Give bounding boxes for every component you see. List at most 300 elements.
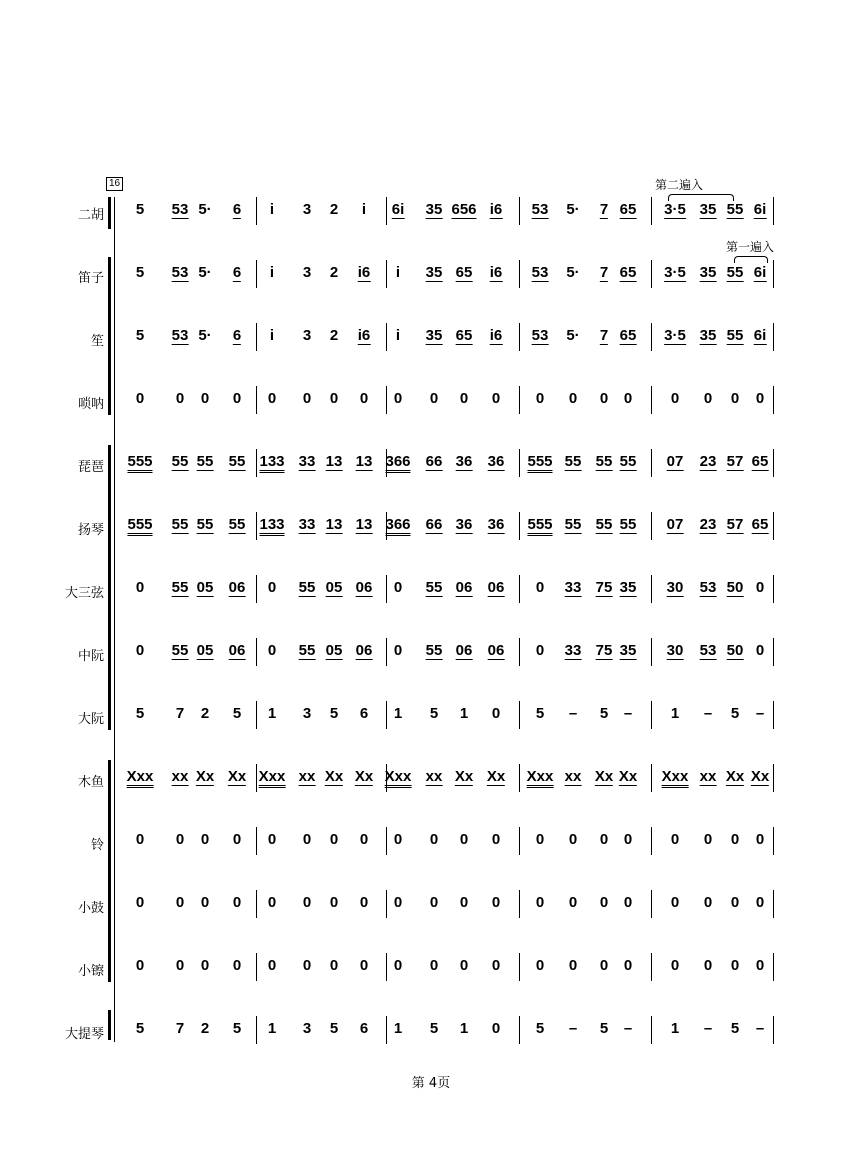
note-group: xx [564,768,582,785]
barline [651,323,652,351]
note-group: 0 [703,831,713,848]
note-group: – [568,705,578,722]
note-group: 36 [487,453,505,470]
note-group: 55 [726,201,744,218]
note-group: 57 [726,453,744,470]
note-group: 0 [135,390,145,407]
note-group: Xxx [385,768,412,788]
note-group: 555 [127,453,152,473]
note-group: 13 [355,453,373,470]
note-group: 1 [459,1020,469,1037]
note-group: 5· [566,201,580,218]
note-group: 55 [196,516,214,533]
note-group: 0 [459,390,469,407]
note-group: i6 [489,201,503,218]
note-group: 1 [393,1020,403,1037]
tie-arc [668,194,734,201]
note-group: 06 [487,579,505,596]
note-group: 53 [171,201,189,218]
note-group: 1 [670,1020,680,1037]
note-group: – [703,705,713,722]
barline [651,701,652,729]
note-group: 0 [568,390,578,407]
note-group: 06 [487,642,505,659]
note-group: 0 [200,390,210,407]
note-group: 5 [429,1020,439,1037]
barline [256,512,257,540]
note-group: 53 [699,642,717,659]
system-line [114,197,115,1042]
note-group: 0 [599,894,609,911]
note-group: 0 [232,390,242,407]
barline [773,386,774,414]
note-group: 0 [135,831,145,848]
note-group: 0 [267,642,277,659]
instrument-label: 大三弦 [64,586,104,601]
barline [773,323,774,351]
note-group: 0 [535,957,545,974]
note-group: 0 [302,957,312,974]
note-group: 6 [232,264,242,281]
note-group: 3·5 [664,327,686,344]
note-group: 33 [564,642,582,659]
barline [773,638,774,666]
note-group: 6 [359,1020,369,1037]
note-group: 6i [753,264,767,281]
note-group: 53 [171,264,189,281]
note-group: 0 [359,831,369,848]
note-group: 53 [171,327,189,344]
barline [256,323,257,351]
note-group: 55 [298,579,316,596]
note-group: 0 [359,390,369,407]
note-group: 5 [329,705,339,722]
note-group: 0 [329,894,339,911]
barline [519,449,520,477]
note-group: 5· [198,201,212,218]
note-group: 0 [135,642,145,659]
note-group: 0 [302,894,312,911]
note-group: 55 [196,453,214,470]
note-group: 55 [619,516,637,533]
note-group: 0 [703,390,713,407]
group-bracket-winds [108,257,111,415]
note-group: 30 [666,579,684,596]
note-group: 5 [429,705,439,722]
note-group: 53 [531,201,549,218]
note-group: 0 [670,390,680,407]
note-group: 0 [730,894,740,911]
page-footer: 第 4页 [411,1076,451,1091]
barline [773,890,774,918]
note-group: 0 [175,390,185,407]
barline [256,575,257,603]
barline [651,890,652,918]
note-group: 5· [566,327,580,344]
barline [386,197,387,225]
note-group: 0 [200,894,210,911]
note-group: 3 [302,327,312,344]
note-group: 53 [531,264,549,281]
note-group: 1 [393,705,403,722]
barline [651,449,652,477]
note-group: 65 [455,264,473,281]
note-group: 0 [535,579,545,596]
note-group: 0 [359,957,369,974]
note-group: 555 [527,453,552,473]
barline [519,953,520,981]
note-group: i [395,264,401,281]
note-group: 13 [355,516,373,533]
note-group: xx [298,768,316,785]
note-group: 55 [298,642,316,659]
note-group: 0 [623,894,633,911]
note-group: 35 [619,579,637,596]
note-group: 55 [619,453,637,470]
note-group: 55 [425,579,443,596]
note-group: 6i [391,201,405,218]
barline [519,512,520,540]
instrument-label: 唢呐 [77,397,104,412]
note-group: 33 [298,516,316,533]
note-group: 5 [232,705,242,722]
note-group: 06 [228,642,246,659]
note-group: Xxx [127,768,154,788]
note-group: 0 [755,957,765,974]
note-group: Xx [195,768,215,785]
barline [256,197,257,225]
instrument-label: 二胡 [77,208,104,223]
group-bracket-percussion [108,760,111,982]
note-group: 0 [175,894,185,911]
note-group: 55 [726,264,744,281]
note-group: 0 [730,957,740,974]
barline [519,890,520,918]
note-group: 0 [393,390,403,407]
note-group: 66 [425,516,443,533]
note-group: 0 [267,579,277,596]
note-group: 0 [267,831,277,848]
barline [519,701,520,729]
group-bracket-plucked [108,445,111,730]
note-group: 2 [329,201,339,218]
barline [773,953,774,981]
instrument-label: 小镲 [77,964,104,979]
note-group: 75 [595,642,613,659]
note-group: 0 [329,390,339,407]
note-group: 55 [595,516,613,533]
measure-number: 16 [106,177,123,191]
note-group: 0 [232,957,242,974]
note-group: 0 [267,390,277,407]
note-group: 0 [200,957,210,974]
note-group: 35 [425,327,443,344]
note-group: 5 [599,1020,609,1037]
note-group: 0 [670,957,680,974]
note-group: 0 [302,831,312,848]
barline [386,575,387,603]
note-group: 0 [429,831,439,848]
note-group: Xxx [527,768,554,788]
note-group: 0 [623,831,633,848]
note-group: 0 [599,831,609,848]
note-group: 1 [267,705,277,722]
note-group: 1 [670,705,680,722]
barline [386,827,387,855]
barline [256,890,257,918]
barline [256,953,257,981]
note-group: 36 [455,516,473,533]
note-group: 0 [135,579,145,596]
barline [773,575,774,603]
barline [651,386,652,414]
note-group: 0 [267,894,277,911]
note-group: xx [425,768,443,785]
note-group: 5 [135,705,145,722]
note-group: 65 [455,327,473,344]
note-group: 06 [455,579,473,596]
note-group: i6 [489,264,503,281]
barline [256,764,257,792]
note-group: 65 [751,516,769,533]
note-group: Xxx [662,768,689,788]
note-group: 0 [755,894,765,911]
note-group: 0 [730,390,740,407]
barline [386,701,387,729]
note-group: 23 [699,453,717,470]
note-group: 0 [429,894,439,911]
barline [773,701,774,729]
note-group: 7 [599,201,609,218]
note-group: 55 [564,516,582,533]
note-group: 6i [753,327,767,344]
note-group: 55 [595,453,613,470]
note-group: 0 [755,390,765,407]
note-group: 133 [259,516,284,536]
note-group: 0 [491,831,501,848]
note-group: 1 [267,1020,277,1037]
note-group: 3 [302,1020,312,1037]
barline [256,260,257,288]
note-group: – [568,1020,578,1037]
instrument-label: 扬琴 [77,523,104,538]
note-group: 50 [726,642,744,659]
instrument-label: 琵琶 [77,460,104,475]
note-group: 0 [535,894,545,911]
note-group: 05 [196,579,214,596]
note-group: 0 [329,957,339,974]
note-group: 555 [527,516,552,536]
note-group: 55 [171,642,189,659]
note-group: 5 [135,1020,145,1037]
note-group: 0 [491,390,501,407]
barline [651,953,652,981]
note-group: 07 [666,453,684,470]
note-group: 0 [491,957,501,974]
barline [651,1016,652,1044]
note-group: 0 [670,831,680,848]
note-group: i6 [357,264,371,281]
note-group: 0 [329,831,339,848]
note-group: 0 [459,894,469,911]
barline [519,323,520,351]
barline [651,260,652,288]
barline [386,323,387,351]
note-group: i6 [489,327,503,344]
note-group: 366 [385,516,410,536]
note-group: 5· [198,327,212,344]
note-group: 0 [623,390,633,407]
note-group: 0 [429,390,439,407]
note-group: 3 [302,201,312,218]
instrument-label: 中阮 [77,649,104,664]
note-group: 0 [393,831,403,848]
note-group: 7 [599,264,609,281]
note-group: 0 [755,831,765,848]
note-group: 55 [425,642,443,659]
barline [651,827,652,855]
note-group: 5· [198,264,212,281]
note-group: 55 [564,453,582,470]
note-group: 06 [355,642,373,659]
note-group: 0 [535,390,545,407]
barline [773,827,774,855]
note-group: – [623,705,633,722]
note-group: 7 [175,1020,185,1037]
note-group: 0 [267,957,277,974]
note-group: 35 [699,264,717,281]
note-group: Xx [486,768,506,785]
barline [651,197,652,225]
note-group: 3 [302,705,312,722]
barline [256,701,257,729]
note-group: 55 [171,453,189,470]
note-group: i [269,201,275,218]
note-group: 0 [393,642,403,659]
note-group: 0 [568,894,578,911]
note-group: Xx [618,768,638,785]
note-group: 23 [699,516,717,533]
note-group: 0 [135,894,145,911]
note-group: 05 [196,642,214,659]
note-group: 0 [491,894,501,911]
note-group: 5 [135,201,145,218]
note-group: 0 [703,894,713,911]
barline [256,1016,257,1044]
barline [651,512,652,540]
barline [519,260,520,288]
note-group: 0 [670,894,680,911]
note-group: Xx [354,768,374,785]
note-group: 5 [730,705,740,722]
annotation-second-pass: 第二遍入 [655,178,704,192]
note-group: 13 [325,453,343,470]
note-group: – [623,1020,633,1037]
note-group: 5· [566,264,580,281]
note-group: 7 [175,705,185,722]
note-group: 65 [619,201,637,218]
barline [386,1016,387,1044]
note-group: 0 [232,894,242,911]
note-group: 1 [459,705,469,722]
note-group: i [269,327,275,344]
barline [519,764,520,792]
note-group: 3 [302,264,312,281]
note-group: 6 [359,705,369,722]
instrument-label: 大阮 [77,712,104,727]
note-group: 133 [259,453,284,473]
note-group: 50 [726,579,744,596]
note-group: 0 [200,831,210,848]
note-group: 05 [325,579,343,596]
note-group: 53 [531,327,549,344]
note-group: 0 [359,894,369,911]
note-group: 35 [619,642,637,659]
note-group: 0 [393,894,403,911]
note-group: 33 [298,453,316,470]
note-group: 0 [491,705,501,722]
note-group: 0 [459,831,469,848]
barline [773,1016,774,1044]
note-group: Xx [454,768,474,785]
note-group: 06 [455,642,473,659]
note-group: – [755,1020,765,1037]
note-group: 0 [599,957,609,974]
barline [519,197,520,225]
note-group: 66 [425,453,443,470]
note-group: 36 [455,453,473,470]
note-group: 7 [599,327,609,344]
note-group: 2 [200,705,210,722]
note-group: – [703,1020,713,1037]
note-group: xx [171,768,189,785]
barline [386,386,387,414]
note-group: i [395,327,401,344]
note-group: 0 [703,957,713,974]
note-group: 0 [175,957,185,974]
note-group: 0 [568,831,578,848]
note-group: 55 [171,579,189,596]
barline [773,260,774,288]
barline [519,827,520,855]
barline [651,764,652,792]
barline [773,449,774,477]
barline [256,638,257,666]
barline [519,1016,520,1044]
note-group: 53 [699,579,717,596]
note-group: Xxx [259,768,286,788]
barline [256,827,257,855]
note-group: 0 [623,957,633,974]
note-group: 35 [425,264,443,281]
note-group: Xx [725,768,745,785]
note-group: 75 [595,579,613,596]
note-group: 30 [666,642,684,659]
note-group: 2 [200,1020,210,1037]
note-group: 65 [619,327,637,344]
note-group: 0 [175,831,185,848]
note-group: 35 [425,201,443,218]
instrument-label: 小鼓 [77,901,104,916]
barline [773,197,774,225]
note-group: 2 [329,264,339,281]
note-group: Xx [594,768,614,785]
note-group: 13 [325,516,343,533]
note-group: Xx [227,768,247,785]
note-group: 0 [232,831,242,848]
note-group: 0 [393,579,403,596]
note-group: 36 [487,516,505,533]
